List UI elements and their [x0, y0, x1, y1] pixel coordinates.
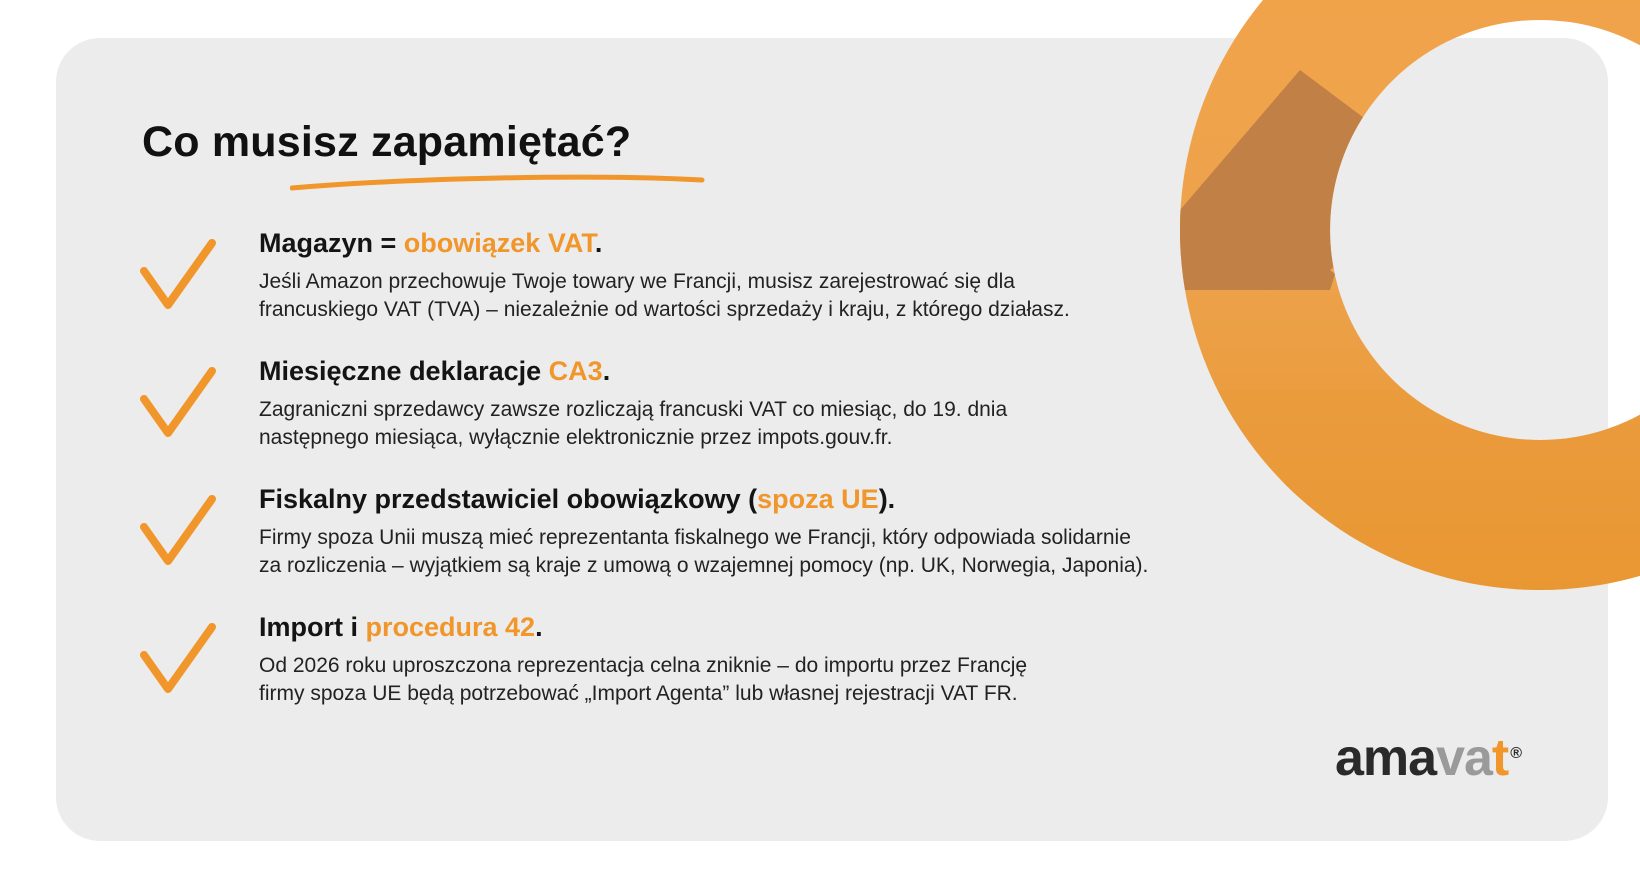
- check-icon: [138, 363, 218, 443]
- check-icon: [138, 235, 218, 315]
- checklist-item: [0, 228, 1300, 358]
- check-icon: [138, 619, 218, 699]
- item-description: Od 2026 roku uproszczona reprezentacja celna zniknie – do importu przez Francję firmy spoza UE będą potrzebować „Import Agenta” lub własnej rejestracji VAT FR.: [259, 654, 1028, 705]
- checklist-item: [0, 484, 1300, 614]
- item-description: Jeśli Amazon przechowuje Twoje towary we Francji, musisz zarejestrować się dla francuskiego VAT (TVA) – niezależnie od wartości sprzedaży i kraju, z którego działasz.: [259, 270, 1070, 321]
- item-title: Magazyn = obowiązek VAT.: [259, 228, 603, 258]
- checklist-item: [0, 612, 1300, 742]
- item-title: Import i procedura 42.: [259, 612, 543, 642]
- check-icon: [138, 491, 218, 571]
- item-title: Miesięczne deklaracje CA3.: [259, 356, 611, 386]
- title-underline: [290, 170, 706, 198]
- brand-logo: amavat ®: [1335, 729, 1522, 787]
- item-description: Firmy spoza Unii muszą mieć reprezentanta fiskalnego we Francji, który odpowiada solidarnie za rozliczenia – wyjątkiem są kraje z umową o wzajemnej pomocy (np. UK, Norwegia, Japonia).: [259, 526, 1149, 577]
- page-title: Co musisz zapamiętać?: [142, 118, 632, 166]
- item-title: Fiskalny przedstawiciel obowiązkowy (spoza UE).: [259, 484, 896, 514]
- item-description: Zagraniczni sprzedawcy zawsze rozliczają francuski VAT co miesiąc, do 19. dnia następnego miesiąca, wyłącznie elektronicznie przez impots.gouv.fr.: [259, 398, 1008, 449]
- registered-mark: ®: [1510, 745, 1522, 762]
- checklist-item: [0, 356, 1300, 486]
